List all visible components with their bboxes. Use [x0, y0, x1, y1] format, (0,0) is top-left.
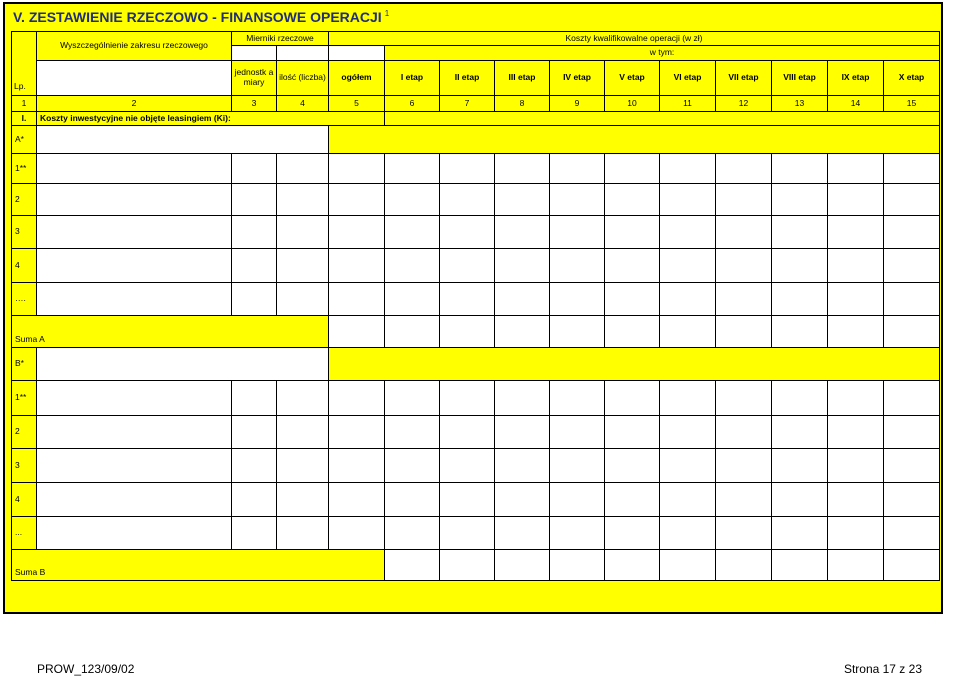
footer-document-code: PROW_123/09/02 [37, 662, 135, 676]
table-cell[interactable] [495, 184, 550, 216]
table-cell[interactable] [495, 416, 550, 449]
section-b-description-cell[interactable] [37, 348, 329, 381]
column-number: 3 [232, 96, 277, 112]
table-cell[interactable] [232, 249, 277, 283]
table-cell[interactable] [329, 381, 385, 416]
table-cell[interactable] [277, 283, 329, 316]
table-cell[interactable] [884, 381, 940, 416]
table-cell[interactable] [232, 449, 277, 483]
table-cell[interactable] [329, 283, 385, 316]
row-number: 1** [12, 381, 37, 416]
table-cell[interactable] [495, 249, 550, 283]
table-cell[interactable] [440, 216, 495, 249]
header-stage: IX etap [828, 61, 884, 96]
column-number: 5 [329, 96, 385, 112]
table-cell[interactable] [37, 416, 232, 449]
table-cell[interactable] [385, 550, 440, 581]
table-cell[interactable] [660, 550, 716, 581]
table-cell[interactable] [37, 184, 232, 216]
table-cell[interactable] [716, 550, 772, 581]
row-number: …. [12, 283, 37, 316]
table-cell[interactable] [329, 517, 385, 550]
table-cell[interactable] [550, 249, 605, 283]
table-cell[interactable] [772, 483, 828, 517]
header-stage: VI etap [660, 61, 716, 96]
table-cell[interactable] [277, 154, 329, 184]
table-cell[interactable] [884, 449, 940, 483]
table-cell[interactable] [605, 283, 660, 316]
table-cell[interactable] [495, 449, 550, 483]
table-cell[interactable] [440, 283, 495, 316]
table-cell[interactable] [495, 550, 550, 581]
header-stage: VIII etap [772, 61, 828, 96]
table-cell[interactable] [232, 416, 277, 449]
table-row [12, 449, 940, 483]
table-row [12, 154, 940, 184]
table-cell[interactable] [828, 316, 884, 348]
table-cell[interactable] [828, 283, 884, 316]
table-cell[interactable] [550, 283, 605, 316]
table-cell[interactable] [37, 449, 232, 483]
header-unit: jednostk a miary [232, 61, 277, 96]
table-cell[interactable] [605, 249, 660, 283]
section-b-filler [329, 348, 940, 381]
table-cell[interactable] [550, 154, 605, 184]
table-cell[interactable] [440, 550, 495, 581]
table-cell[interactable] [277, 517, 329, 550]
table-cell[interactable] [277, 184, 329, 216]
table-cell[interactable] [277, 483, 329, 517]
header-stage: II etap [440, 61, 495, 96]
column-number: 14 [828, 96, 884, 112]
table-cell[interactable] [385, 381, 440, 416]
table-cell[interactable] [884, 316, 940, 348]
column-number: 4 [277, 96, 329, 112]
table-cell[interactable] [716, 283, 772, 316]
table-cell[interactable] [660, 216, 716, 249]
column-number: 15 [884, 96, 940, 112]
row-number: 4 [12, 249, 37, 283]
table-cell[interactable] [660, 249, 716, 283]
table-cell[interactable] [716, 154, 772, 184]
column-number: 6 [385, 96, 440, 112]
section-a-header: A* [12, 126, 37, 154]
table-cell[interactable] [660, 154, 716, 184]
table-cell[interactable] [605, 449, 660, 483]
table-cell[interactable] [884, 517, 940, 550]
row-number: 1** [12, 154, 37, 184]
table-cell[interactable] [440, 416, 495, 449]
table-cell[interactable] [716, 249, 772, 283]
table-cell[interactable] [37, 154, 232, 184]
table-cell[interactable] [385, 249, 440, 283]
table-cell[interactable] [37, 381, 232, 416]
table-row [12, 416, 940, 449]
table-cell[interactable] [495, 283, 550, 316]
column-number: 11 [660, 96, 716, 112]
table-cell[interactable] [828, 216, 884, 249]
row-number: ... [12, 517, 37, 550]
table-cell[interactable] [772, 416, 828, 449]
table-cell[interactable] [440, 517, 495, 550]
section-a-filler [329, 126, 940, 154]
table-cell[interactable] [495, 216, 550, 249]
table-cell[interactable] [232, 283, 277, 316]
table-cell[interactable] [716, 316, 772, 348]
table-cell[interactable] [772, 184, 828, 216]
table-cell[interactable] [884, 216, 940, 249]
table-cell[interactable] [440, 316, 495, 348]
table-row [12, 283, 940, 316]
header-scope-blank [37, 61, 232, 96]
table-cell[interactable] [495, 381, 550, 416]
table-cell[interactable] [772, 550, 828, 581]
table-cell[interactable] [550, 216, 605, 249]
table-cell[interactable] [385, 216, 440, 249]
table-cell[interactable] [385, 416, 440, 449]
section-i-number: I. [12, 112, 37, 126]
table-cell[interactable] [772, 381, 828, 416]
table-cell[interactable] [329, 216, 385, 249]
column-number: 10 [605, 96, 660, 112]
table-cell[interactable] [329, 249, 385, 283]
table-cell[interactable] [605, 517, 660, 550]
table-cell[interactable] [385, 184, 440, 216]
table-cell[interactable] [550, 416, 605, 449]
table-cell[interactable] [329, 483, 385, 517]
table-cell[interactable] [884, 550, 940, 581]
table-cell[interactable] [716, 416, 772, 449]
table-cell[interactable] [440, 449, 495, 483]
table-cell[interactable] [716, 216, 772, 249]
table-cell[interactable] [277, 249, 329, 283]
footer-page-number: Strona 17 z 23 [843, 662, 922, 676]
table-cell[interactable] [772, 316, 828, 348]
table-cell[interactable] [550, 449, 605, 483]
section-i-label: Koszty inwestycyjne nie objęte leasingiem (Ki): [37, 112, 385, 126]
table-cell[interactable] [550, 517, 605, 550]
table-cell[interactable] [605, 550, 660, 581]
table-cell[interactable] [385, 449, 440, 483]
header-of-which: w tym: [385, 46, 940, 61]
table-cell[interactable] [550, 550, 605, 581]
table-row [12, 517, 940, 550]
header-measures: Mierniki rzeczowe [232, 32, 329, 46]
table-cell[interactable] [385, 483, 440, 517]
header-costs: Koszty kwalifikowalne operacji (w zł) [329, 32, 940, 46]
table-cell[interactable] [772, 283, 828, 316]
table-cell[interactable] [495, 483, 550, 517]
header-total: ogółem [329, 61, 385, 96]
table-cell[interactable] [277, 449, 329, 483]
table-cell[interactable] [828, 249, 884, 283]
table-cell[interactable] [828, 381, 884, 416]
header-stage: VII etap [716, 61, 772, 96]
table-cell[interactable] [884, 184, 940, 216]
column-number: 1 [12, 96, 37, 112]
table-row [12, 216, 940, 249]
table-cell[interactable] [385, 517, 440, 550]
table-cell[interactable] [884, 416, 940, 449]
table-cell[interactable] [660, 381, 716, 416]
table-cell[interactable] [828, 154, 884, 184]
table-cell[interactable] [385, 154, 440, 184]
section-i-row [12, 112, 940, 126]
form-sheet [3, 2, 943, 614]
table-cell[interactable] [660, 283, 716, 316]
sum-b-row [12, 550, 940, 581]
table-cell[interactable] [660, 483, 716, 517]
table-cell[interactable] [605, 216, 660, 249]
table-row [12, 483, 940, 517]
table-cell[interactable] [884, 154, 940, 184]
sum-b-label: Suma B [12, 550, 385, 581]
table-row [12, 381, 940, 416]
table-cell[interactable] [550, 381, 605, 416]
table-cell[interactable] [828, 550, 884, 581]
table-cell[interactable] [605, 154, 660, 184]
table-cell[interactable] [329, 416, 385, 449]
table-cell[interactable] [716, 483, 772, 517]
table-cell[interactable] [828, 517, 884, 550]
table-cell[interactable] [232, 216, 277, 249]
table-cell[interactable] [605, 483, 660, 517]
table-cell[interactable] [828, 449, 884, 483]
table-cell[interactable] [605, 416, 660, 449]
table-cell[interactable] [605, 316, 660, 348]
form-title: V. ZESTAWIENIE RZECZOWO - FINANSOWE OPERACJI $^1$ [13, 9, 390, 25]
title-footnote: 1 [384, 9, 390, 19]
table-row [12, 249, 940, 283]
table-cell[interactable] [37, 249, 232, 283]
table-cell[interactable] [716, 381, 772, 416]
table-cell[interactable] [550, 316, 605, 348]
table-cell[interactable] [277, 416, 329, 449]
column-number: 8 [495, 96, 550, 112]
table-cell[interactable] [329, 154, 385, 184]
row-number: 4 [12, 483, 37, 517]
column-number: 12 [716, 96, 772, 112]
table-cell[interactable] [605, 184, 660, 216]
header-quantity: ilość (liczba) [277, 61, 329, 96]
section-i-filler [385, 112, 940, 126]
table-cell[interactable] [772, 449, 828, 483]
column-number: 13 [772, 96, 828, 112]
table-cell[interactable] [440, 184, 495, 216]
table-cell[interactable] [828, 416, 884, 449]
column-number: 7 [440, 96, 495, 112]
header-scope: Wyszczególnienie zakresu rzeczowego [37, 32, 232, 61]
table-cell[interactable] [37, 216, 232, 249]
table-cell[interactable] [440, 483, 495, 517]
table-cell[interactable] [660, 316, 716, 348]
column-number: 9 [550, 96, 605, 112]
table-cell[interactable] [884, 283, 940, 316]
table-cell[interactable] [550, 483, 605, 517]
table-cell[interactable] [772, 216, 828, 249]
table-cell[interactable] [440, 381, 495, 416]
row-number: 2 [12, 184, 37, 216]
table-cell[interactable] [660, 416, 716, 449]
table-cell[interactable] [232, 184, 277, 216]
section-a-description-cell[interactable] [37, 126, 329, 154]
row-number: 3 [12, 449, 37, 483]
table-cell[interactable] [772, 154, 828, 184]
section-b-header-row [12, 348, 940, 381]
table-cell[interactable] [385, 316, 440, 348]
table-cell[interactable] [660, 449, 716, 483]
table-cell[interactable] [884, 483, 940, 517]
table-cell[interactable] [716, 184, 772, 216]
header-stage: IV etap [550, 61, 605, 96]
table-cell[interactable] [716, 517, 772, 550]
table-cell[interactable] [440, 154, 495, 184]
section-a-header-row [12, 126, 940, 154]
table-cell[interactable] [660, 184, 716, 216]
table-cell[interactable] [277, 216, 329, 249]
table-cell[interactable] [716, 449, 772, 483]
table-cell[interactable] [277, 381, 329, 416]
table-cell[interactable] [329, 449, 385, 483]
table-cell[interactable] [37, 283, 232, 316]
table-cell[interactable] [660, 517, 716, 550]
header-stage: III etap [495, 61, 550, 96]
header-costs-blank [329, 46, 385, 61]
row-number: 2 [12, 416, 37, 449]
table-cell[interactable] [884, 249, 940, 283]
table-cell[interactable] [440, 249, 495, 283]
table-cell[interactable] [385, 283, 440, 316]
header-stage: I etap [385, 61, 440, 96]
table-cell[interactable] [772, 517, 828, 550]
header-stage: V etap [605, 61, 660, 96]
table-cell[interactable] [605, 381, 660, 416]
table-cell[interactable] [828, 483, 884, 517]
table-row [12, 184, 940, 216]
column-number-row [12, 96, 940, 112]
section-b-header: B* [12, 348, 37, 381]
table-cell[interactable] [495, 316, 550, 348]
table-cell[interactable] [232, 381, 277, 416]
table-cell[interactable] [232, 483, 277, 517]
column-number: 2 [37, 96, 232, 112]
table-cell[interactable] [37, 517, 232, 550]
table-cell[interactable] [232, 154, 277, 184]
table-cell[interactable] [495, 517, 550, 550]
sum-a-label: Suma A [12, 316, 329, 348]
table-cell[interactable] [828, 184, 884, 216]
table-cell[interactable] [329, 316, 385, 348]
sum-a-row [12, 316, 940, 348]
header-stage: X etap [884, 61, 940, 96]
header-measures-blank [277, 46, 329, 61]
table-cell[interactable] [37, 483, 232, 517]
table-cell[interactable] [550, 184, 605, 216]
table-cell[interactable] [329, 184, 385, 216]
table-cell[interactable] [232, 517, 277, 550]
cost-table [11, 31, 940, 581]
table-cell[interactable] [772, 249, 828, 283]
header-measures-blank [232, 46, 277, 61]
table-cell[interactable] [495, 154, 550, 184]
header-lp: Lp. [12, 32, 37, 96]
row-number: 3 [12, 216, 37, 249]
